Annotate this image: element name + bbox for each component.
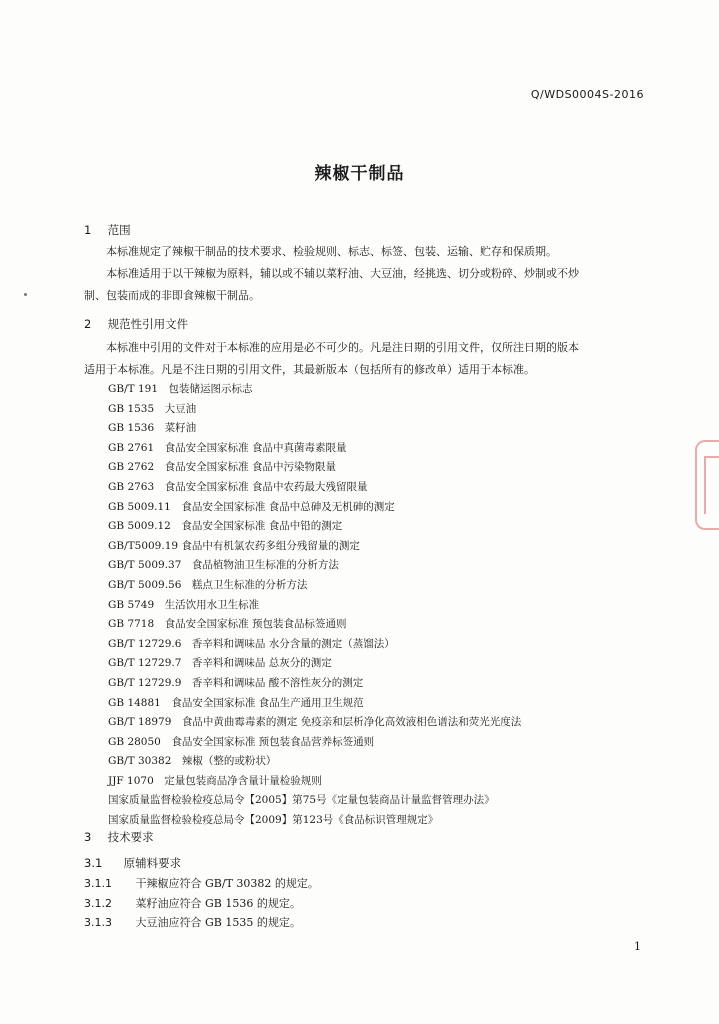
item-number: 3.1.1: [84, 877, 112, 890]
reference-item: 国家质量监督检验检疫总局令【2009】第123号《食品标识管理规定》: [108, 814, 439, 827]
reference-item: GB 14881 食品安全国家标准 食品生产通用卫生规范: [108, 696, 364, 709]
reference-item: GB 28050 食品安全国家标准 预包装食品营养标签通则: [108, 735, 375, 748]
paragraph: 本标准中引用的文件对于本标准的应用是必不可少的。凡是注日期的引用文件，仅所注日期的版本: [106, 341, 579, 354]
reference-item: GB 5749 生活饮用水卫生标准: [108, 598, 260, 611]
reference-item: GB/T 12729.9 香辛料和调味品 酸不溶性灰分的测定: [108, 676, 364, 689]
section-number: 1: [84, 223, 92, 237]
section-1-heading: [84, 222, 131, 238]
reference-item: GB 5009.11 食品安全国家标准 食品中总砷及无机砷的测定: [108, 500, 395, 513]
reference-item: GB/T 12729.6 香辛料和调味品 水分含量的测定（蒸馏法）: [108, 637, 395, 650]
standard-code: Q/WDS0004S-2016: [530, 88, 644, 101]
paragraph: 本标准适用于以干辣椒为原料，辅以或不辅以菜籽油、大豆油，经挑选、切分或粉碎、炒制或不炒: [106, 267, 579, 280]
reference-item: JJF 1070 定量包装商品净含量计量检验规则: [108, 774, 322, 787]
reference-item: GB 2762 食品安全国家标准 食品中污染物限量: [108, 461, 336, 474]
reference-item: GB/T 191 包装储运图示标志: [108, 383, 253, 395]
scan-mark: [24, 293, 27, 296]
reference-item: GB/T5009.19 食品中有机氯农药多组分残留量的测定: [108, 539, 360, 552]
reference-item: GB/T 12729.7 香辛料和调味品 总灰分的测定: [108, 657, 332, 670]
reference-item: GB 1535 大豆油: [108, 402, 197, 415]
reference-item: GB/T 30382 辣椒（整的或粉状）: [108, 755, 277, 768]
section-3-heading: [84, 829, 154, 845]
paragraph-continuation: 适用于本标准。凡是不注日期的引用文件，其最新版本（包括所有的修改单）适用于本标准。: [84, 363, 535, 376]
reference-item: GB 5009.12 食品安全国家标准 食品中铅的测定: [108, 520, 343, 533]
reference-item: GB 2761 食品安全国家标准 食品中真菌毒素限量: [108, 441, 347, 454]
reference-item: GB 7718 食品安全国家标准 预包装食品标签通则: [108, 618, 347, 631]
section-number: 3: [84, 830, 92, 844]
section-2-heading: [84, 316, 188, 332]
reference-item: GB 2763 食品安全国家标准 食品中农药最大残留限量: [108, 480, 368, 493]
section-title: 范围: [107, 223, 131, 237]
section-title: 规范性引用文件: [107, 317, 189, 331]
subsection-3-1-heading: [84, 855, 181, 871]
paragraph-continuation: 制、包装而成的非即食辣椒干制品。: [84, 289, 260, 302]
seal-stamp-partial: [695, 440, 719, 530]
section-1-body: [84, 241, 649, 307]
document-title: 辣椒干制品: [314, 164, 405, 184]
section-title: 技术要求: [107, 830, 154, 844]
reference-item: 国家质量监督检验检疫总局令【2005】第75号《定量包装商品计量监督管理办法》: [108, 794, 495, 807]
section-number: 2: [84, 317, 92, 331]
reference-item: GB/T 18979 食品中黄曲霉毒素的测定 免疫亲和层析净化高效液相色谱法和荧光光度法: [108, 716, 522, 729]
subsection-number: 3.1: [84, 856, 103, 870]
requirement-item: [84, 914, 301, 930]
reference-list: [108, 380, 521, 831]
requirement-item: [84, 875, 319, 891]
item-number: 3.1.2: [84, 897, 112, 910]
section-2-body: [84, 337, 649, 381]
item-text: 干辣椒应符合 GB/T 30382 的规定。: [135, 877, 319, 890]
requirement-item: [84, 895, 301, 911]
item-number: 3.1.3: [84, 916, 112, 929]
subsection-title: 原辅料要求: [123, 856, 182, 870]
item-text: 大豆油应符合 GB 1535 的规定。: [135, 916, 301, 929]
reference-item: GB 1536 菜籽油: [108, 422, 197, 435]
paragraph: 本标准规定了辣椒干制品的技术要求、检验规则、标志、标签、包装、运输、贮存和保质期。: [106, 245, 557, 258]
item-text: 菜籽油应符合 GB 1536 的规定。: [135, 897, 301, 910]
page-number: 1: [634, 940, 641, 953]
reference-item: GB/T 5009.37 食品植物油卫生标准的分析方法: [108, 559, 339, 572]
reference-item: GB/T 5009.56 糕点卫生标准的分析方法: [108, 578, 308, 591]
